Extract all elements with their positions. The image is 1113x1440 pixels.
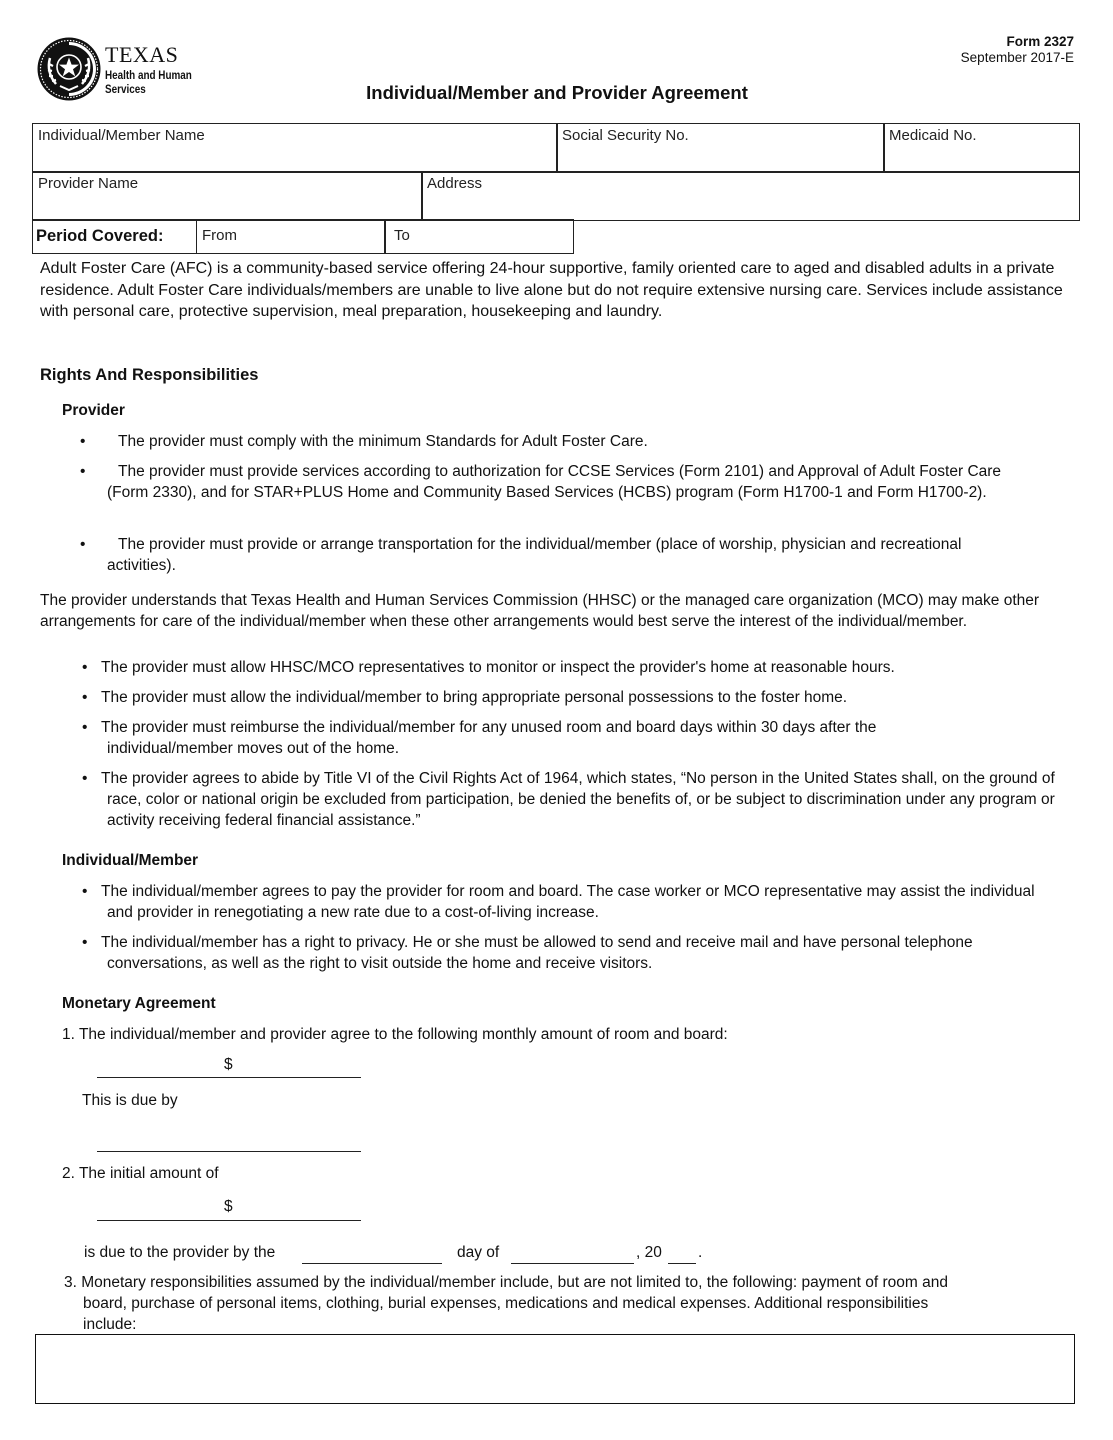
form-identifier [961,34,1074,66]
page-title: Individual/Member and Provider Agreement [366,82,748,103]
currency-symbol: $ [224,1198,233,1215]
provider-bullet: • The provider must comply with the minimum Standards for Adult Foster Care. [80,433,648,450]
monetary-item-3-line1: 3. Monetary responsibilities assumed by the individual/member include, but are not limited to, the following: payment of room and [64,1274,948,1291]
provider-bullet: • The provider must provide services according to authorization for CCSE Services (Form 2101) and Approval of Adult Foster Care (Form 2330), and for STAR+PLUS Home and Community Based Services (HCBS) program (Form H1700-1 and Form H1700-2). [80,463,1002,501]
due-to-provider-label: is due to the provider by the [84,1244,276,1261]
bullet-icon: • [80,463,86,480]
social-security-no-label: Social Security No. [562,127,689,144]
agency-name-line3: Services [105,84,146,96]
monetary-item-3-line3: include: [83,1316,137,1333]
provider-bullet: • The provider agrees to abide by Title VI of the Civil Rights Act of 1964, which states, “No person in the United States shall, on the ground of race, color or national origin be excluded from participation, be denied the benefits of, or be subject to discrimination under any program or activity receiving federal financial assistance.” [82,770,1055,829]
agency-name-line2: Health and Human [105,70,192,82]
due-year-input[interactable] [668,1263,696,1264]
period-mark: . [698,1244,703,1261]
individual-member-name-field[interactable] [32,123,558,173]
bullet-icon: • [82,883,88,900]
bullet-icon: • [80,536,86,553]
currency-symbol: $ [224,1056,233,1073]
initial-amount-input[interactable] [97,1220,361,1221]
address-label: Address [427,175,483,192]
due-month-input[interactable] [511,1263,634,1264]
period-to-label: To [394,227,410,244]
provider-bullet: • The provider must reimburse the individual/member for any unused room and board days within 30 days after the individual/member moves out of the home. [82,719,877,757]
monthly-amount-input[interactable] [97,1077,361,1078]
rights-heading: Rights And Responsibilities [40,366,259,384]
form-number: Form 2327 [1006,34,1074,49]
individual-member-heading: Individual/Member [62,852,199,869]
due-day-input[interactable] [302,1263,442,1264]
bullet-icon: • [82,770,88,787]
provider-name-label: Provider Name [38,175,139,192]
bullet-icon: • [82,689,88,706]
individual-member-name-label: Individual/Member Name [38,127,205,144]
period-from-field[interactable] [196,219,386,254]
medicaid-no-label: Medicaid No. [889,127,977,144]
agency-name-texas: TEXAS [105,42,179,67]
monetary-item-1: 1. The individual/member and provider agree to the following monthly amount of room and board: [62,1026,728,1043]
provider-understanding-paragraph: The provider understands that Texas Health and Human Services Commission (HHSC) or the managed care organization (MCO) may make other arrangements for care of the individual/member when these other arrangements would best serve the interest of the individual/member. [40,592,1040,630]
monetary-item-2: 2. The initial amount of [62,1165,219,1182]
medicaid-no-field[interactable] [883,123,1080,173]
provider-bullet: • The provider must allow the individual/member to bring appropriate personal possessions to the foster home. [82,689,848,706]
bullet-icon: • [82,934,88,951]
bullet-icon: • [82,719,88,736]
additional-responsibilities-textarea[interactable] [35,1334,1075,1404]
period-covered-label-cell [32,219,198,254]
day-of-label: day of [457,1244,500,1261]
provider-bullet: • The provider must provide or arrange transportation for the individual/member (place of worship, physician and recreational activities). [80,536,962,574]
period-to-field[interactable] [384,219,574,254]
due-by-label: This is due by [82,1092,178,1109]
address-field[interactable] [421,171,1080,221]
member-bullet: • The individual/member has a right to privacy. He or she must be allowed to send and receive mail and have personal telephone conversations, as well as the right to visit outside the home and receive visitors. [82,934,973,972]
monetary-item-3-line2: board, purchase of personal items, clothing, burial expenses, medications and medical expenses. Additional responsibilities [83,1295,929,1312]
bullet-icon: • [80,433,86,450]
intro-paragraph: Adult Foster Care (AFC) is a community-based service offering 24-hour supportive, family oriented care to aged and disabled adults in a private residence. Adult Foster Care individuals/members are unable to live alone but do not require extensive nursing care. Services include assistance with personal care, protective supervision, meal preparation, housekeeping and laundry. [40,260,1063,320]
monetary-agreement-heading: Monetary Agreement [62,995,216,1012]
monetary-item-3 [64,1272,948,1335]
member-bullet: • The individual/member agrees to pay the provider for room and board. The case worker or MCO representative may assist the individual and provider in renegotiating a new rate due to a cost-of-living increase. [82,883,1035,921]
year-prefix-label: , 20 [636,1244,662,1261]
bullet-icon: • [82,659,88,676]
period-from-label: From [202,227,237,244]
period-covered-label: Period Covered: [36,227,164,245]
due-by-input[interactable] [97,1151,361,1152]
social-security-no-field[interactable] [556,123,885,173]
provider-name-field[interactable] [32,171,423,221]
provider-heading: Provider [62,402,125,419]
form-revision: September 2017-E [960,50,1074,65]
provider-bullet: • The provider must allow HHSC/MCO representatives to monitor or inspect the provider's home at reasonable hours. [82,659,895,676]
